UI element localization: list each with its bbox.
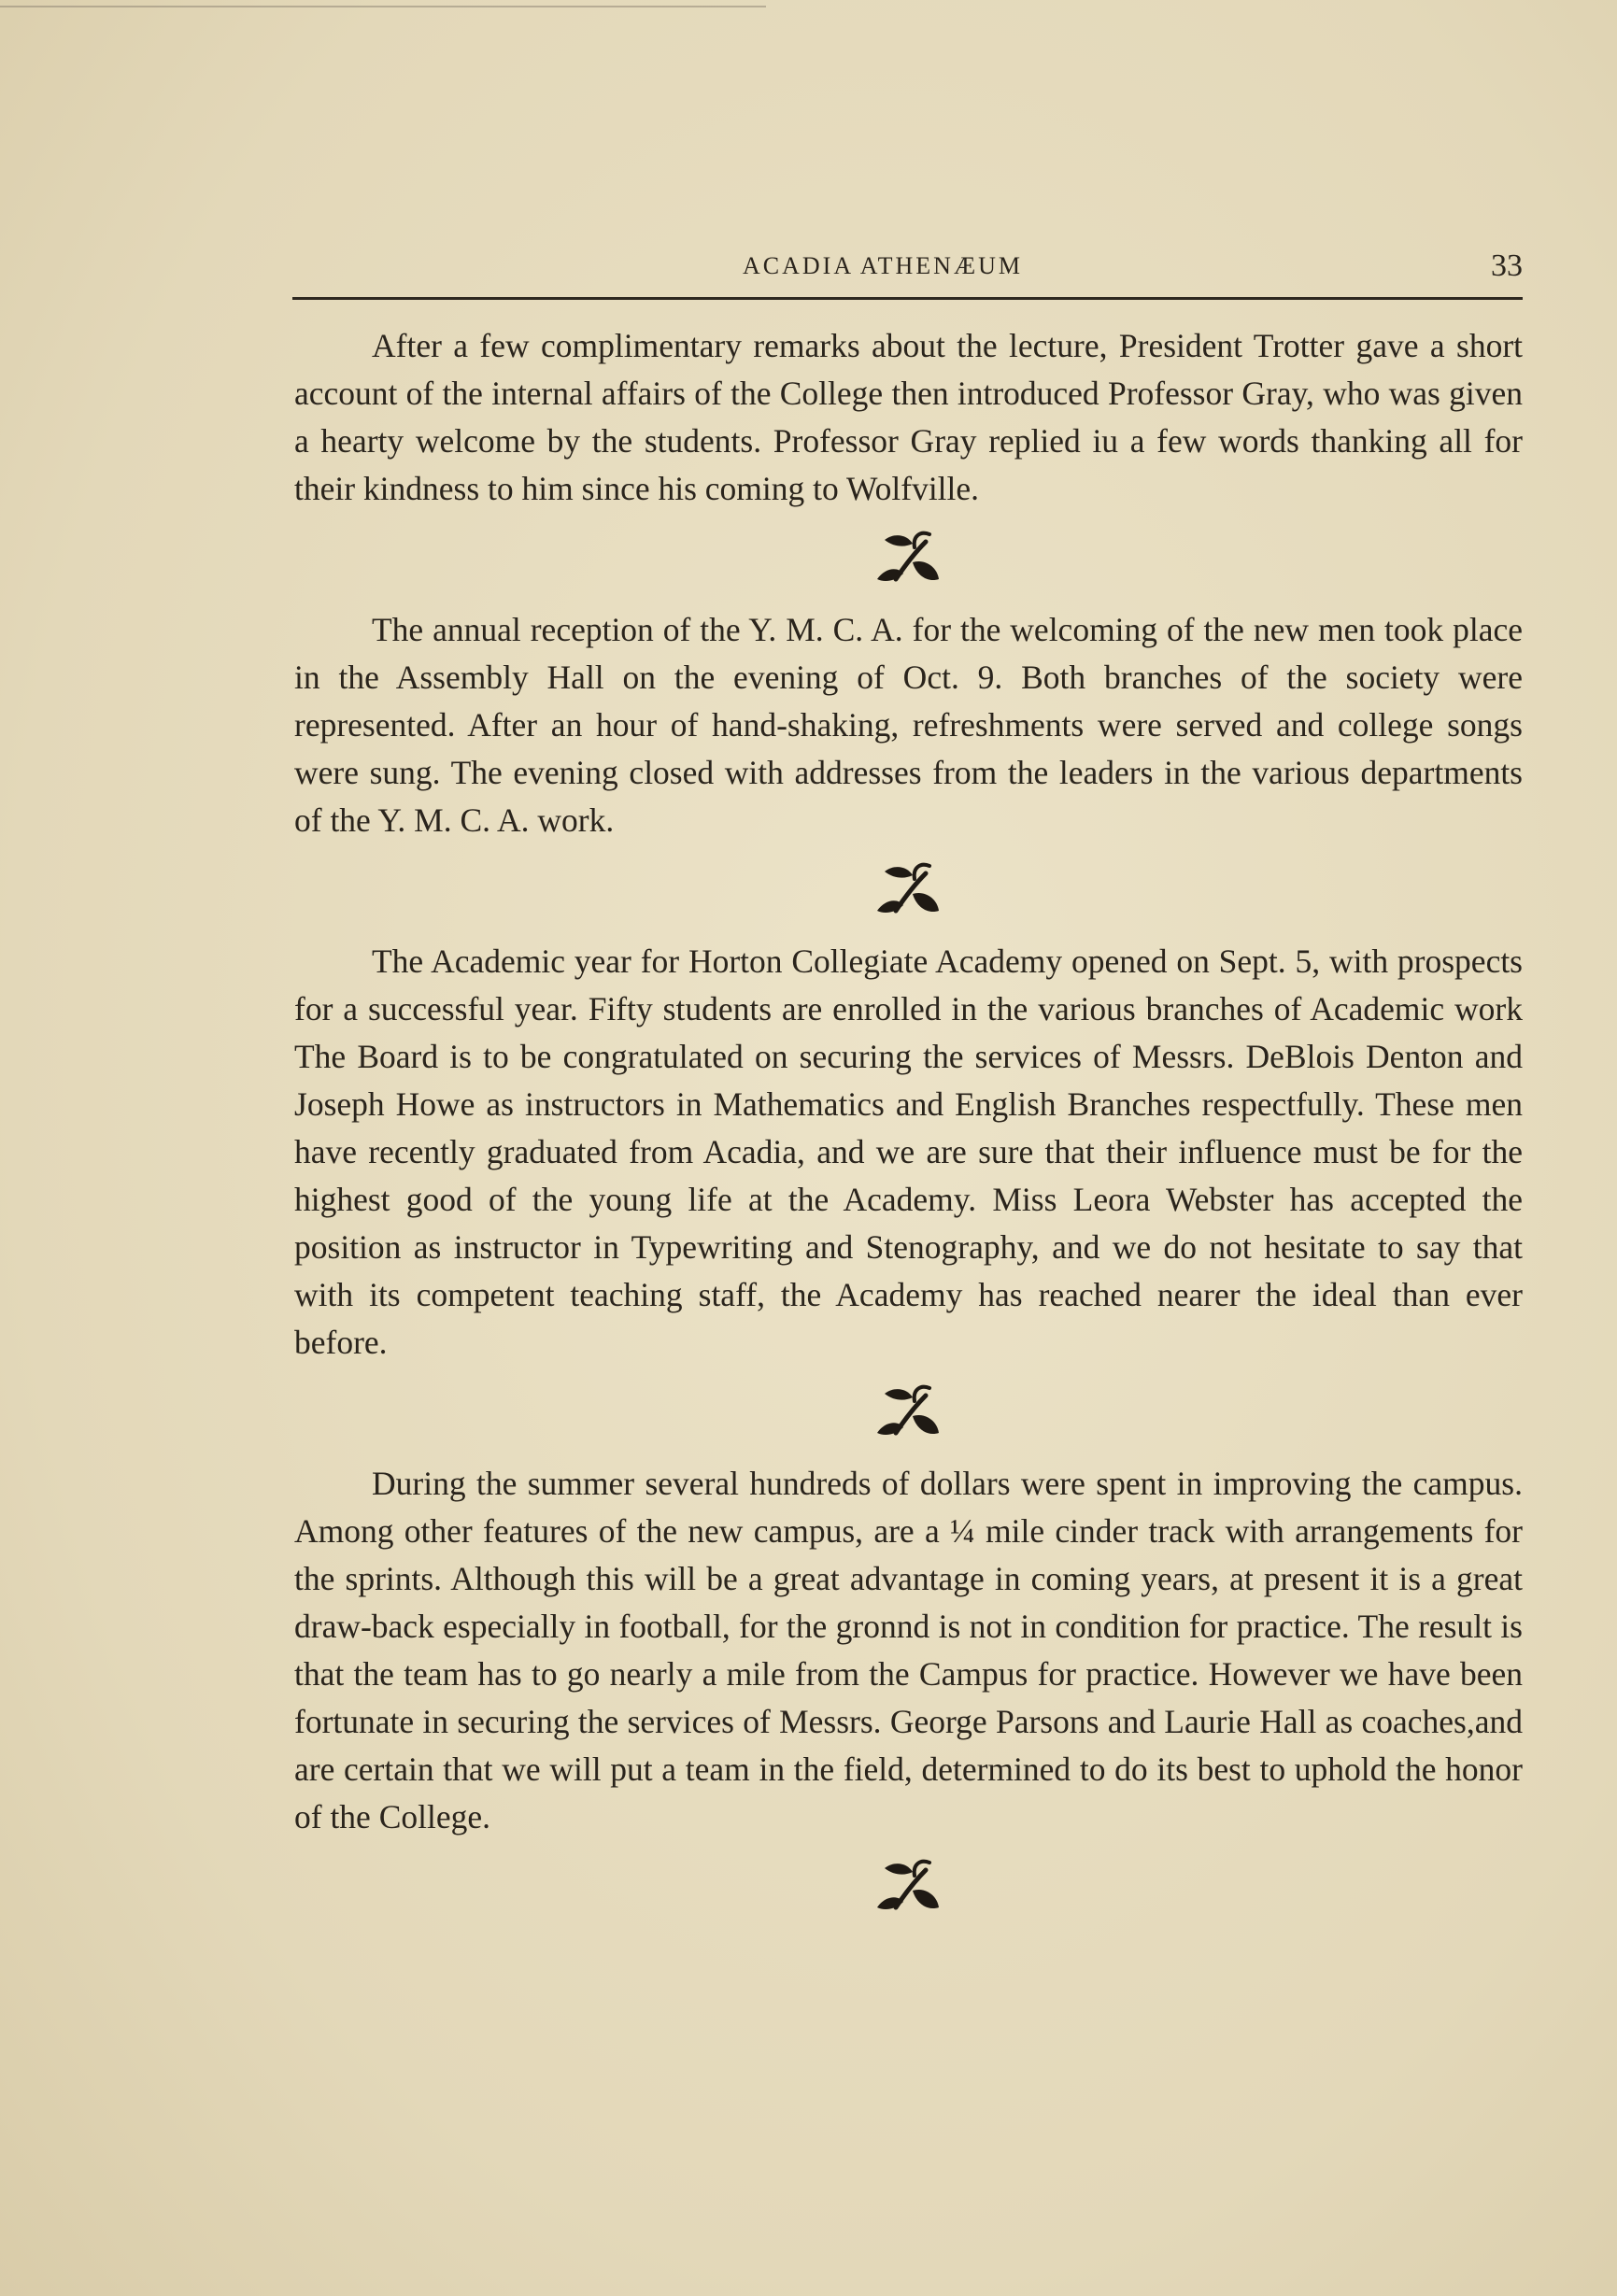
article-body bbox=[294, 322, 1523, 1935]
paragraph-horton-academy: The Academic year for Horton Collegiate Academy opened on Sept. 5, with prospects for a successful year. Fifty students are enrolled in the various branches of Academic work The Board is to be congratulated on securing the services of Messrs. DeBlois Denton and Joseph Howe as instructors in Mathematics and English Branches respectfully. These men have recently graduated from Acadia, and we are sure that their influence must be for the highest good of the young life at the Academy. Miss Leora Webster has accepted the position as instructor in Typewriting and Stenography, and we do not hesitate to say that with its competent teaching staff, the Academy has reached nearer the ideal than ever before. bbox=[294, 942, 1523, 1361]
running-head: ACADIA ATHENÆUM bbox=[743, 252, 1023, 279]
leaf-ornament-icon bbox=[294, 1367, 1523, 1460]
paragraph-ymca-reception: The annual reception of the Y. M. C. A. for the welcoming of the new men took place in the Assembly Hall on the evening of Oct. 9. Both branches of the society were represented. After an hour of hand-shaking, refreshments were served and college songs were sung. The evening closed with addresses from the leaders in the various departments of the Y. M. C. A. work. bbox=[294, 611, 1523, 839]
paragraph-campus-improvements: During the summer several hundreds of dollars were spent in improving the campus. Among other features of the new campus, are a ¼ mile cinder track with arrangements for the sprints. Although this will be a great advantage in coming years, at present it is a great draw-back especially in football, for the gronnd is not in condition for practice. The result is that the team has to go nearly a mile from the Campus for practice. However we have been fortunate in securing the services of Messrs. George Parsons and Laurie Hall as coaches,and are certain that we will put a team in the field, determined to do its best to uphold the honor of the College. bbox=[294, 1465, 1523, 1835]
header-rule bbox=[292, 297, 1523, 300]
top-edge-line bbox=[0, 6, 766, 7]
leaf-ornament-icon bbox=[294, 513, 1523, 606]
paragraph-president-remarks: After a few complimentary remarks about the lecture, President Trotter gave a short account of the internal affairs of the College then introduced Professor Gray, who was given a hearty welcome by the students. Professor Gray replied iu a few words thanking all for their kindness to him since his coming to Wolfville. bbox=[294, 327, 1523, 507]
page-number: 33 bbox=[1491, 248, 1523, 283]
page-header bbox=[294, 245, 1523, 291]
leaf-ornament-icon bbox=[294, 844, 1523, 938]
leaf-ornament-icon bbox=[294, 1841, 1523, 1935]
